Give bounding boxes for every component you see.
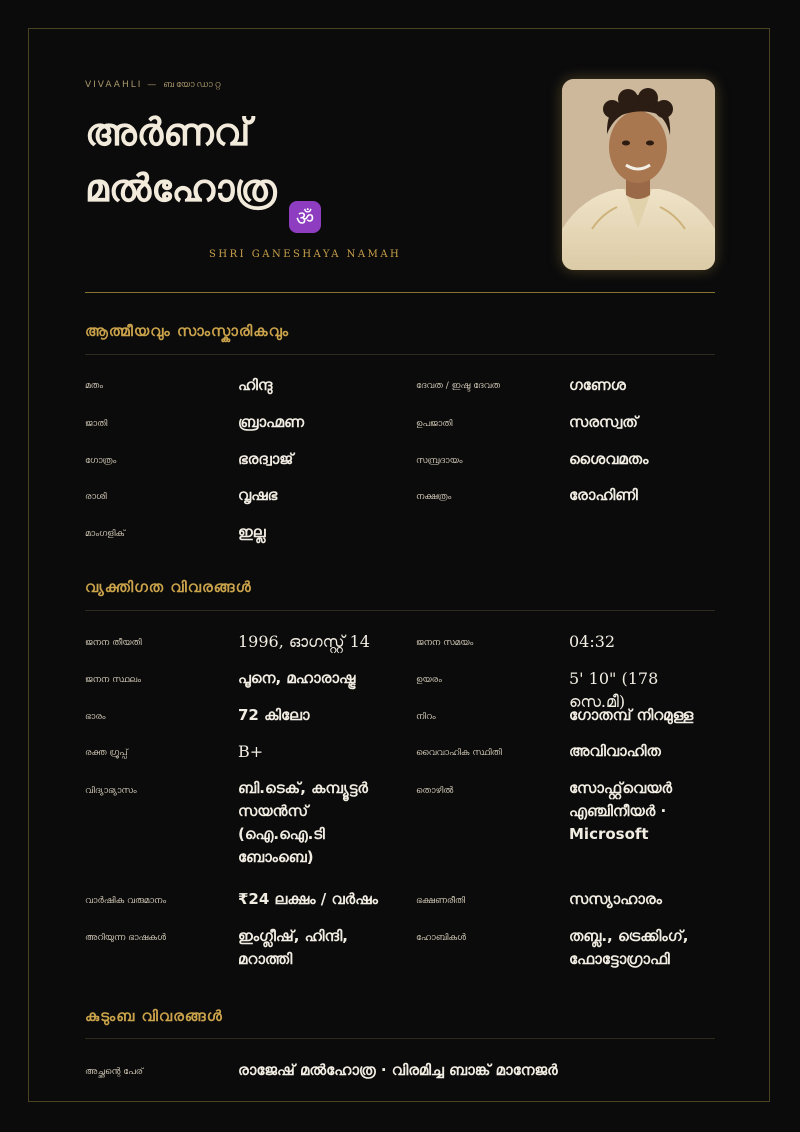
profile-photo [562,79,715,270]
field-label: ഗോത്രം [85,456,117,466]
field-label: ജനന തീയതി [85,638,142,648]
field-value: സരസ്വത് [569,413,638,431]
field-label: വൈവാഹിക സ്ഥിതി [416,748,502,758]
field-label: മതം [85,381,104,391]
field-label: ഭാരം [85,712,106,722]
field-value: സോഫ്റ്റ്‌വെയർ എഞ്ചിനീയർ · Microsoft [569,779,673,843]
field-label: രാശി [85,492,107,502]
field-value: ഇംഗ്ലീഷ്, ഹിന്ദി, മറാത്തി [238,927,348,968]
field-label: അച്ഛന്റെ പേര് [85,1067,144,1077]
field-label: ജാതി [85,419,108,429]
field-value: വൃഷഭ [238,486,278,504]
om-icon: ॐ [289,201,321,233]
field-label: ജനന സമയം [416,638,474,648]
blessing-text: SHRI GANESHAYA NAMAH [209,249,402,260]
field-value: രോഹിണി [569,486,638,504]
portrait-image [562,79,715,270]
field-value: അവിവാഹിത [569,742,661,760]
section-title-personal: വ്യക്തിഗത വിവരങ്ങൾ [85,578,252,596]
field-label: അറിയുന്ന ഭാഷകൾ [85,933,167,943]
section-title-family: കുടുംബ വിവരങ്ങൾ [85,1007,223,1025]
field-value: 72 കിലോ [238,706,310,724]
brand-label: VIVAAHLI — ബയോഡാറ്റ [85,80,223,90]
field-value: രാജേഷ് മൽഹോത്ര · വിരമിച്ച ബാങ്ക് മാനേജർ [238,1061,558,1079]
field-label: ഉയരം [416,675,442,685]
field-label: രക്ത ഗ്രൂപ്പ് [85,748,128,758]
field-value: സസ്യാഹാരം [569,890,662,908]
field-value: ഇല്ല [238,523,266,541]
section-divider [85,1038,715,1039]
field-value: ഭരദ്വാജ് [238,450,294,468]
header-divider [85,292,715,293]
field-value: ബി.ടെക്, കമ്പ്യൂട്ടർ സയൻസ് (ഐ.ഐ.ടി ബോംബെ) [238,779,368,866]
section-divider [85,610,715,611]
field-label: വാർഷിക വരുമാനം [85,896,167,906]
field-value: പൂനെ, മഹാരാഷ്ട്ര [238,669,356,687]
field-value: 04:32 [569,632,616,651]
field-label: ജനന സ്ഥലം [85,675,141,685]
field-value: ഗോതമ്പ് നിറമുള്ള [569,706,694,724]
field-value: ശൈവമതം [569,450,649,468]
field-label: മാംഗളിക് [85,529,125,539]
name-line-1: അർണവ് [85,110,251,154]
field-label: തൊഴിൽ [416,786,454,796]
groom-name [85,104,415,216]
name-line-2: മൽഹോത്ര [85,166,277,210]
field-label: സമ്പ്രദായം [416,456,463,466]
field-label: നക്ഷത്രം [416,492,452,502]
field-value: 1996, ഓഗസ്റ്റ് 14 [238,632,370,651]
field-value: ഹിന്ദു [238,376,273,394]
field-value: 5' 10" (178 സെ.മീ) [569,669,659,711]
field-label: ഹോബികൾ [416,933,467,943]
field-value: തബ്ല., ട്രെക്കിംഗ്, ഫോട്ടോഗ്രാഫി [569,927,689,968]
field-label: ഉപജാതി [416,419,453,429]
field-value: B+ [238,742,264,761]
field-label: ഭക്ഷണരീതി [416,896,466,906]
section-divider [85,354,715,355]
section-title-religion: ആത്മീയവും സാംസ്കാരികവും [85,322,290,340]
field-label: നിറം [416,712,436,722]
field-value: ബ്രാഹ്മണ [238,413,305,431]
field-label: വിദ്യാഭ്യാസം [85,786,137,796]
field-value: ₹24 ലക്ഷം / വർഷം [238,890,378,908]
field-label: ദേവത / ഇഷ്ട ദേവത [416,381,501,391]
field-value: ഗണേശ [569,376,626,394]
